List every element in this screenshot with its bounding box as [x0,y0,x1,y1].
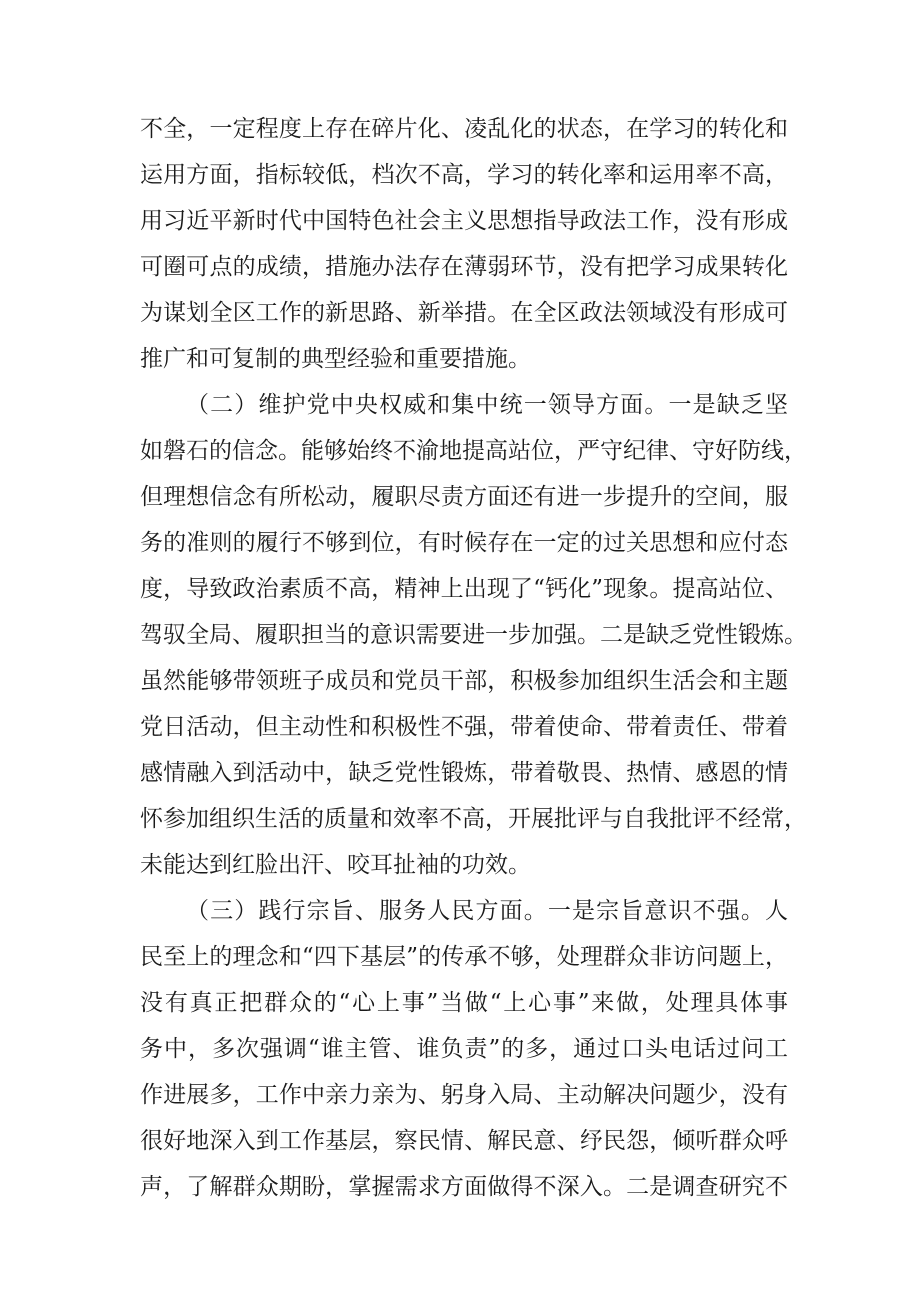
text-line: 民至上的理念和“四下基层”的传承不够，处理群众非访问题上， [140,944,788,970]
text-line: 党日活动，但主动性和积极性不强，带着使命、带着责任、带着 [140,714,788,740]
text-line: 可圈可点的成绩，措施办法存在薄弱环节，没有把学习成果转化 [140,254,788,280]
text-line: 驾驭全局、履职担当的意识需要进一步加强。二是缺乏党性锻炼。 [140,622,807,648]
text-line: 如磐石的信念。能够始终不渝地提高站位，严守纪律、守好防线， [140,438,807,464]
text-line: 很好地深入到工作基层，察民情、解民意、纾民怨，倾听群众呼 [140,1128,788,1154]
text-line: 运用方面，指标较低，档次不高，学习的转化率和运用率不高， [140,162,788,188]
text-line: 不全，一定程度上存在碎片化、凌乱化的状态，在学习的转化和 [140,116,788,142]
text-line: 没有真正把群众的“心上事”当做“上心事”来做，处理具体事 [140,990,788,1016]
text-line: 推广和可复制的典型经验和重要措施。 [140,346,531,372]
text-line: 虽然能够带领班子成员和党员干部，积极参加组织生活会和主题 [140,668,788,694]
text-line: 务的准则的履行不够到位，有时候存在一定的过关思想和应付态 [140,530,788,556]
section-heading-line: （二）维护党中央权威和集中统一领导方面。一是缺乏坚 [186,392,788,418]
text-line: 怀参加组织生活的质量和效率不高，开展批评与自我批评不经常， [140,806,807,832]
text-line: 未能达到红脸出汗、咬耳扯袖的功效。 [140,852,531,878]
text-line: 度，导致政治素质不高，精神上出现了“钙化”现象。提高站位、 [140,576,788,602]
section-heading-line: （三）践行宗旨、服务人民方面。一是宗旨意识不强。人 [186,898,788,924]
text-line: 务中，多次强调“谁主管、谁负责”的多，通过口头电话过问工 [140,1036,788,1062]
text-line: 感情融入到活动中，缺乏党性锻炼，带着敬畏、热情、感恩的情 [140,760,788,786]
text-line: 但理想信念有所松动，履职尽责方面还有进一步提升的空间，服 [140,484,788,510]
text-line: 声，了解群众期盼，掌握需求方面做得不深入。二是调查研究不 [140,1174,788,1200]
text-line: 为谋划全区工作的新思路、新举措。在全区政法领域没有形成可 [140,300,788,326]
text-line: 作进展多，工作中亲力亲为、躬身入局、主动解决问题少，没有 [140,1082,788,1108]
text-line: 用习近平新时代中国特色社会主义思想指导政法工作，没有形成 [140,208,788,234]
